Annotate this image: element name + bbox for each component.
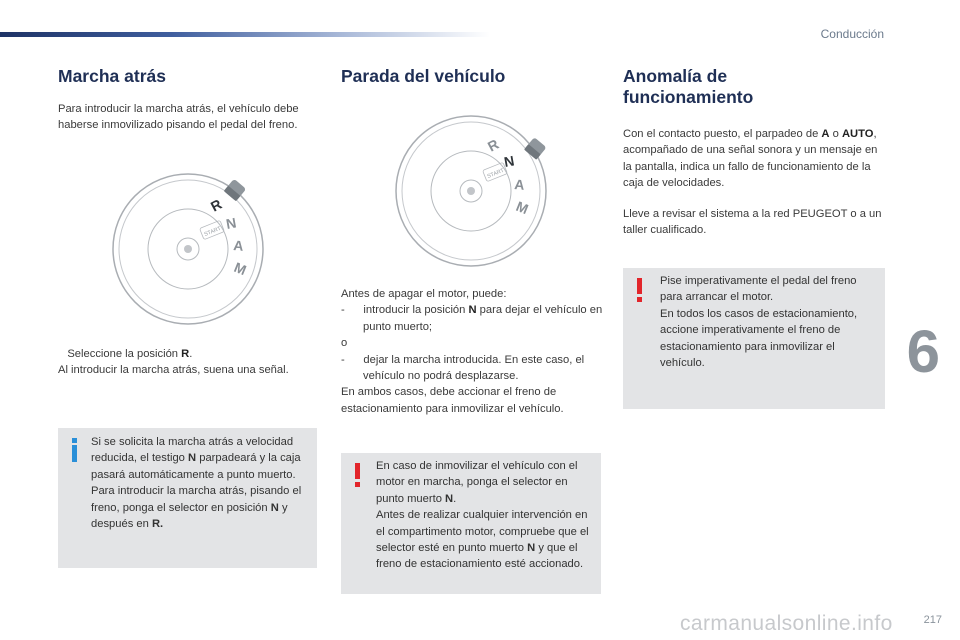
info-box (58, 428, 317, 568)
dial-letter-a: A (513, 176, 526, 193)
chapter-title: Conducción (820, 27, 884, 41)
info-icon (72, 438, 77, 462)
col1-intro: Para introducir la marcha atrás, el vehículo debe haberse inmovilizado pisando el pedal del freno. (58, 103, 299, 132)
col3-paragraph-2: Lleve a revisar el sistema a la red PEUGEOT o a un taller cualificado. (623, 207, 882, 237)
col2-option-2: - dejar la marcha introducida. En este caso, el vehículo no podrá desplazarse. (341, 353, 585, 383)
section-title-marcha-atras: Marcha atrás (58, 66, 166, 86)
watermark: carmanualsonline.info (680, 612, 893, 635)
col3-body (623, 126, 885, 238)
dial-letter-n: N (502, 152, 516, 170)
warning-icon (355, 463, 360, 487)
col1-signal-text: Al introducir la marcha atrás, suena una señal. (58, 364, 289, 377)
col1-step: Seleccione la posición R. Al introducir la marcha atrás, suena una señal. (58, 346, 318, 379)
dial-letter-r: R (207, 195, 225, 215)
warning-icon (637, 278, 642, 302)
dial-letter-a: A (232, 237, 245, 254)
col3-paragraph-1: Con el contacto puesto, el parpadeo de A o AUTO, acompañado de una señal sonora y un mensaje en la pantalla, indica un fallo de funcionamiento de la caja de velocidades. (623, 128, 878, 190)
page-number: 217 (923, 614, 942, 626)
warning-box-parada-text: En caso de inmovilizar el vehículo con el motor en marcha, ponga el selector en punto muerto N. Antes de realizar cualquier intervención en el compartimento motor, compruebe que el selector esté en punto muerto N y que el freno de estacionamiento esté accionado. (376, 460, 589, 571)
dial-letter-m: M (513, 197, 531, 218)
dial-letter-n: N (224, 214, 238, 232)
dial-start-label: START (203, 225, 223, 238)
col2-lead: Antes de apagar el motor, puede: (341, 288, 507, 300)
dial-letter-r: R (484, 135, 502, 155)
chapter-number: 6 (906, 318, 940, 385)
section-title-parada: Parada del vehículo (341, 66, 506, 86)
col2-conclusion: En ambos casos, debe accionar el freno de estacionamiento para inmovilizar el vehículo. (341, 386, 564, 415)
warning-box-anomalia (623, 268, 885, 409)
header-gradient-bar (0, 32, 490, 37)
gear-selector-dial-reverse (111, 172, 265, 326)
warning-box-parada (341, 453, 601, 594)
gear-selector-dial-neutral (394, 114, 548, 268)
dial-letter-m: M (231, 258, 249, 279)
dial-start-label: START (486, 167, 506, 180)
col2-body (341, 286, 603, 417)
col2-option-1: - introducir la posición N para dejar el vehículo en punto muerto; (341, 304, 603, 333)
warning-box-anomalia-text: Pise imperativamente el pedal del freno para arrancar el motor. En todos los casos de estacionamiento, accione imperativamente el freno de estacionamiento para inmovilizar el vehículo. (660, 275, 858, 370)
col2-or: o (341, 337, 348, 350)
info-box-text: Si se solicita la marcha atrás a velocidad reducida, el testigo N parpadeará y la caja pasará automáticamente a punto muerto. Para introducir la marcha atrás, pisando el freno, ponga el selector en posición N y después en R. (91, 436, 302, 531)
section-title-anomalia: Anomalía de funcionamiento (623, 66, 754, 107)
